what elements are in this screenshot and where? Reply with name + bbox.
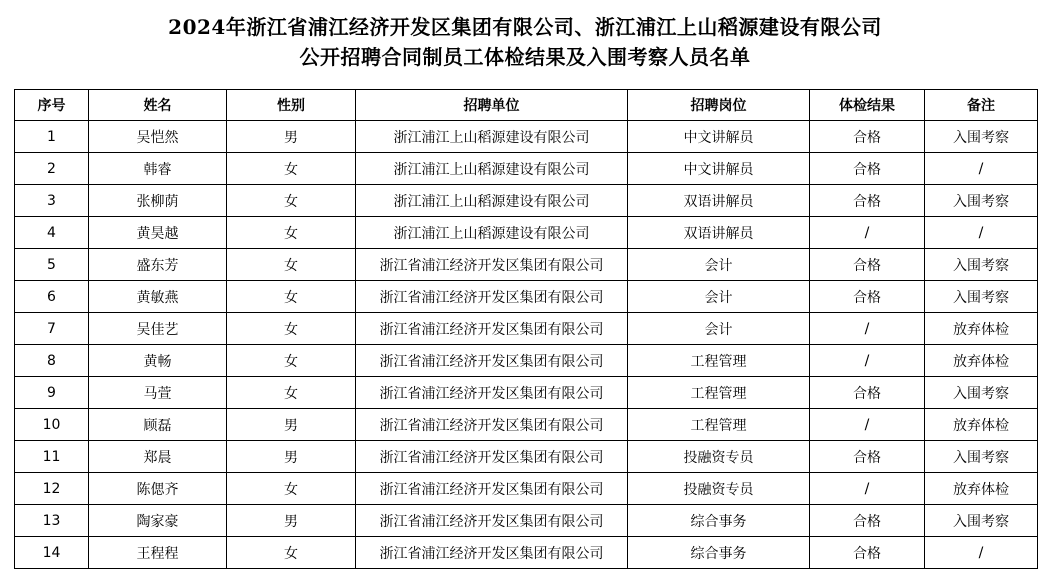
cell-employer: 浙江省浦江经济开发区集团有限公司 (356, 505, 628, 537)
table-row (15, 377, 1038, 409)
table-header (15, 90, 1038, 121)
cell-employer: 浙江浦江上山稻源建设有限公司 (356, 217, 628, 249)
cell-gender: 女 (227, 377, 356, 409)
cell-number: 4 (15, 217, 89, 249)
cell-position: 工程管理 (628, 377, 810, 409)
cell-number: 3 (15, 185, 89, 217)
cell-gender: 男 (227, 505, 356, 537)
header-col-employer: 招聘单位 (356, 90, 628, 121)
header-col-number: 序号 (15, 90, 89, 121)
cell-name: 吴恺然 (89, 121, 227, 153)
table-row (15, 121, 1038, 153)
table-row (15, 473, 1038, 505)
cell-number: 11 (15, 441, 89, 473)
cell-remark: / (925, 537, 1038, 569)
cell-employer: 浙江省浦江经济开发区集团有限公司 (356, 377, 628, 409)
cell-remark: 入围考察 (925, 505, 1038, 537)
cell-name: 王程程 (89, 537, 227, 569)
cell-remark: 入围考察 (925, 185, 1038, 217)
cell-gender: 女 (227, 313, 356, 345)
cell-remark: 放弃体检 (925, 345, 1038, 377)
cell-position: 工程管理 (628, 345, 810, 377)
cell-employer: 浙江省浦江经济开发区集团有限公司 (356, 249, 628, 281)
cell-employer: 浙江浦江上山稻源建设有限公司 (356, 153, 628, 185)
cell-number: 7 (15, 313, 89, 345)
cell-number: 10 (15, 409, 89, 441)
cell-position: 会计 (628, 249, 810, 281)
cell-exam-result: / (810, 313, 925, 345)
cell-name: 陶家豪 (89, 505, 227, 537)
cell-employer: 浙江浦江上山稻源建设有限公司 (356, 185, 628, 217)
cell-gender: 男 (227, 441, 356, 473)
cell-name: 张柳荫 (89, 185, 227, 217)
table-row (15, 153, 1038, 185)
cell-exam-result: 合格 (810, 377, 925, 409)
cell-number: 9 (15, 377, 89, 409)
cell-remark: 放弃体检 (925, 409, 1038, 441)
cell-exam-result: 合格 (810, 537, 925, 569)
cell-gender: 男 (227, 121, 356, 153)
cell-remark: / (925, 217, 1038, 249)
cell-position: 投融资专员 (628, 473, 810, 505)
header-col-gender: 性别 (227, 90, 356, 121)
cell-remark: / (925, 153, 1038, 185)
cell-name: 韩睿 (89, 153, 227, 185)
cell-exam-result: / (810, 345, 925, 377)
cell-position: 中文讲解员 (628, 153, 810, 185)
cell-remark: 放弃体检 (925, 313, 1038, 345)
cell-position: 工程管理 (628, 409, 810, 441)
cell-number: 14 (15, 537, 89, 569)
cell-position: 投融资专员 (628, 441, 810, 473)
document-title-line-2: 公开招聘合同制员工体检结果及入围考察人员名单 (299, 45, 751, 69)
cell-name: 顾磊 (89, 409, 227, 441)
results-table (14, 89, 1038, 569)
cell-number: 13 (15, 505, 89, 537)
cell-exam-result: / (810, 409, 925, 441)
table-row (15, 313, 1038, 345)
cell-employer: 浙江浦江上山稻源建设有限公司 (356, 121, 628, 153)
cell-remark: 入围考察 (925, 441, 1038, 473)
cell-exam-result: 合格 (810, 441, 925, 473)
cell-gender: 女 (227, 281, 356, 313)
header-col-name: 姓名 (89, 90, 227, 121)
cell-remark: 入围考察 (925, 121, 1038, 153)
cell-exam-result: 合格 (810, 121, 925, 153)
cell-position: 会计 (628, 313, 810, 345)
cell-remark: 入围考察 (925, 249, 1038, 281)
cell-number: 2 (15, 153, 89, 185)
cell-employer: 浙江省浦江经济开发区集团有限公司 (356, 473, 628, 505)
cell-gender: 男 (227, 409, 356, 441)
cell-name: 黄畅 (89, 345, 227, 377)
cell-position: 会计 (628, 281, 810, 313)
cell-employer: 浙江省浦江经济开发区集团有限公司 (356, 441, 628, 473)
cell-number: 6 (15, 281, 89, 313)
cell-name: 吴佳艺 (89, 313, 227, 345)
cell-employer: 浙江省浦江经济开发区集团有限公司 (356, 537, 628, 569)
table-row (15, 217, 1038, 249)
header-col-remark: 备注 (925, 90, 1038, 121)
table-row (15, 185, 1038, 217)
cell-name: 黄昊越 (89, 217, 227, 249)
cell-employer: 浙江省浦江经济开发区集团有限公司 (356, 409, 628, 441)
cell-gender: 女 (227, 217, 356, 249)
cell-gender: 女 (227, 185, 356, 217)
cell-exam-result: 合格 (810, 505, 925, 537)
cell-name: 黄敏燕 (89, 281, 227, 313)
header-col-position: 招聘岗位 (628, 90, 810, 121)
table-row (15, 409, 1038, 441)
table-row (15, 505, 1038, 537)
cell-exam-result: / (810, 217, 925, 249)
table-row (15, 537, 1038, 569)
table-row (15, 345, 1038, 377)
cell-remark: 入围考察 (925, 281, 1038, 313)
cell-number: 5 (15, 249, 89, 281)
table-row (15, 281, 1038, 313)
table-body (15, 121, 1038, 569)
cell-exam-result: 合格 (810, 185, 925, 217)
cell-gender: 女 (227, 153, 356, 185)
cell-name: 盛东芳 (89, 249, 227, 281)
cell-exam-result: 合格 (810, 153, 925, 185)
table-row (15, 441, 1038, 473)
cell-gender: 女 (227, 473, 356, 505)
cell-exam-result: / (810, 473, 925, 505)
cell-name: 陈偲齐 (89, 473, 227, 505)
cell-employer: 浙江省浦江经济开发区集团有限公司 (356, 281, 628, 313)
cell-employer: 浙江省浦江经济开发区集团有限公司 (356, 345, 628, 377)
cell-number: 1 (15, 121, 89, 153)
cell-position: 综合事务 (628, 505, 810, 537)
cell-number: 12 (15, 473, 89, 505)
cell-exam-result: 合格 (810, 249, 925, 281)
cell-position: 中文讲解员 (628, 121, 810, 153)
table-row (15, 249, 1038, 281)
document-title-line-1: 2024年浙江省浦江经济开发区集团有限公司、浙江浦江上山稻源建设有限公司 (168, 15, 882, 39)
cell-gender: 女 (227, 249, 356, 281)
cell-position: 双语讲解员 (628, 217, 810, 249)
cell-gender: 女 (227, 345, 356, 377)
header-col-exam-result: 体检结果 (810, 90, 925, 121)
cell-gender: 女 (227, 537, 356, 569)
cell-remark: 入围考察 (925, 377, 1038, 409)
cell-name: 郑晨 (89, 441, 227, 473)
cell-employer: 浙江省浦江经济开发区集团有限公司 (356, 313, 628, 345)
cell-exam-result: 合格 (810, 281, 925, 313)
cell-position: 双语讲解员 (628, 185, 810, 217)
cell-remark: 放弃体检 (925, 473, 1038, 505)
header-row (15, 90, 1038, 121)
cell-number: 8 (15, 345, 89, 377)
cell-position: 综合事务 (628, 537, 810, 569)
cell-name: 马萱 (89, 377, 227, 409)
